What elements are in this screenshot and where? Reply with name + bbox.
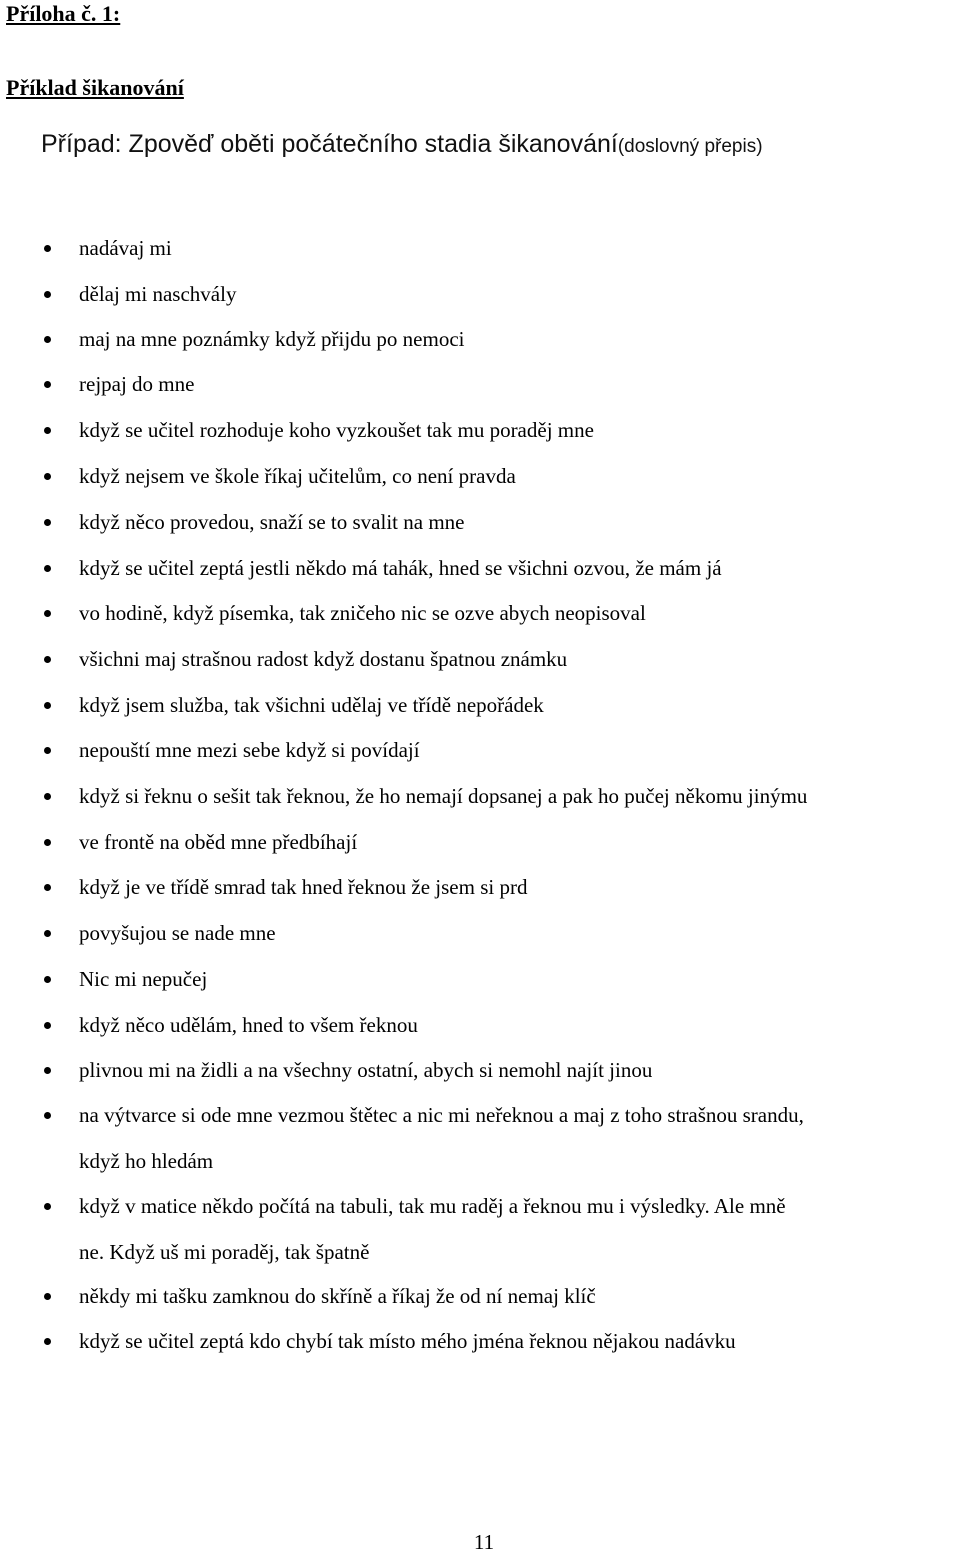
list-item-text: dělaj mi naschvály [79, 282, 237, 306]
list-item [79, 774, 959, 820]
list-item-text: ve frontě na oběd mne předbíhají [79, 830, 358, 854]
list-item-text: když ho hledám [79, 1148, 214, 1173]
section-title: Příklad šikanování [6, 75, 184, 100]
list-item-text: když něco udělám, hned to všem řeknou [79, 1013, 418, 1037]
list-item [79, 500, 959, 546]
list-item-text: když se učitel rozhoduje koho vyzkoušet tak mu poraděj mne [79, 418, 594, 442]
list-item-text: když něco provedou, snaží se to svalit na mne [79, 510, 465, 534]
list-item-text: když se učitel zeptá jestli někdo má tahák, hned se všichni ozvou, že mám já [79, 556, 722, 580]
list-item-text: když nejsem ve škole říkaj učitelům, co není pravda [79, 464, 516, 488]
page-number: 11 [473, 1530, 495, 1554]
list-item [79, 911, 959, 957]
list-item-text: nadávaj mi [79, 236, 172, 260]
list-item [79, 1319, 959, 1365]
list-item [79, 591, 959, 637]
list-item-text: vo hodině, když písemka, tak zničeho nic se ozve abych neopisoval [79, 601, 646, 625]
list-item [79, 317, 959, 363]
list-item [79, 454, 959, 500]
list-item [79, 728, 959, 774]
list-item [79, 957, 959, 1003]
list-item [79, 272, 959, 318]
list-item-text: rejpaj do mne [79, 372, 195, 396]
list-item-text: Nic mi nepučej [79, 967, 208, 991]
list-item [79, 546, 959, 592]
list-item-text: povyšujou se nade mne [79, 921, 276, 945]
list-item [79, 408, 959, 454]
list-item-text: nepouští mne mezi sebe když si povídají [79, 738, 420, 762]
list-item [79, 820, 959, 866]
list-item-text: plivnou mi na židli a na všechny ostatní, abych si nemohl najít jinou [79, 1058, 653, 1082]
appendix-label: Příloha č. 1: [6, 1, 121, 26]
list-item [79, 865, 959, 911]
list-item [79, 1274, 959, 1320]
list-item-text: když se učitel zeptá kdo chybí tak místo mého jména řeknou nějakou nadávku [79, 1329, 736, 1353]
list-item [79, 1184, 959, 1275]
list-item-text: když si řeknu o sešit tak řeknou, že ho nemají dopsanej a pak ho pučej někomu jinýmu [79, 784, 808, 808]
case-title [41, 127, 763, 165]
list-item-text: ne. Když uš mi poraděj, tak špatně [79, 1239, 370, 1264]
list-item [79, 637, 959, 683]
list-item [79, 362, 959, 408]
list-item [79, 1093, 959, 1184]
list-item-text: když v matice někdo počítá na tabuli, tak mu raděj a řeknou mu i výsledky. Ale mně [79, 1194, 786, 1218]
list-item [79, 683, 959, 729]
list-item [79, 1003, 959, 1049]
list-item-text: na výtvarce si ode mne vezmou štětec a nic mi neřeknou a maj z toho strašnou srandu, [79, 1103, 804, 1127]
list-item-text: když jsem služba, tak všichni udělaj ve třídě nepořádek [79, 693, 544, 717]
list-item [79, 1048, 959, 1094]
list-item-text: někdy mi tašku zamknou do skříně a říkaj že od ní nemaj klíč [79, 1284, 596, 1308]
case-title-main: Případ: Zpověď oběti počátečního stadia šikanování [41, 130, 618, 158]
list-item-text: maj na mne poznámky když přijdu po nemoci [79, 327, 465, 351]
list-item [79, 226, 959, 272]
list-item-text: když je ve třídě smrad tak hned řeknou že jsem si prd [79, 875, 528, 899]
list-item-text: všichni maj strašnou radost když dostanu špatnou známku [79, 647, 568, 671]
case-title-note: (doslovný přepis) [617, 136, 763, 157]
